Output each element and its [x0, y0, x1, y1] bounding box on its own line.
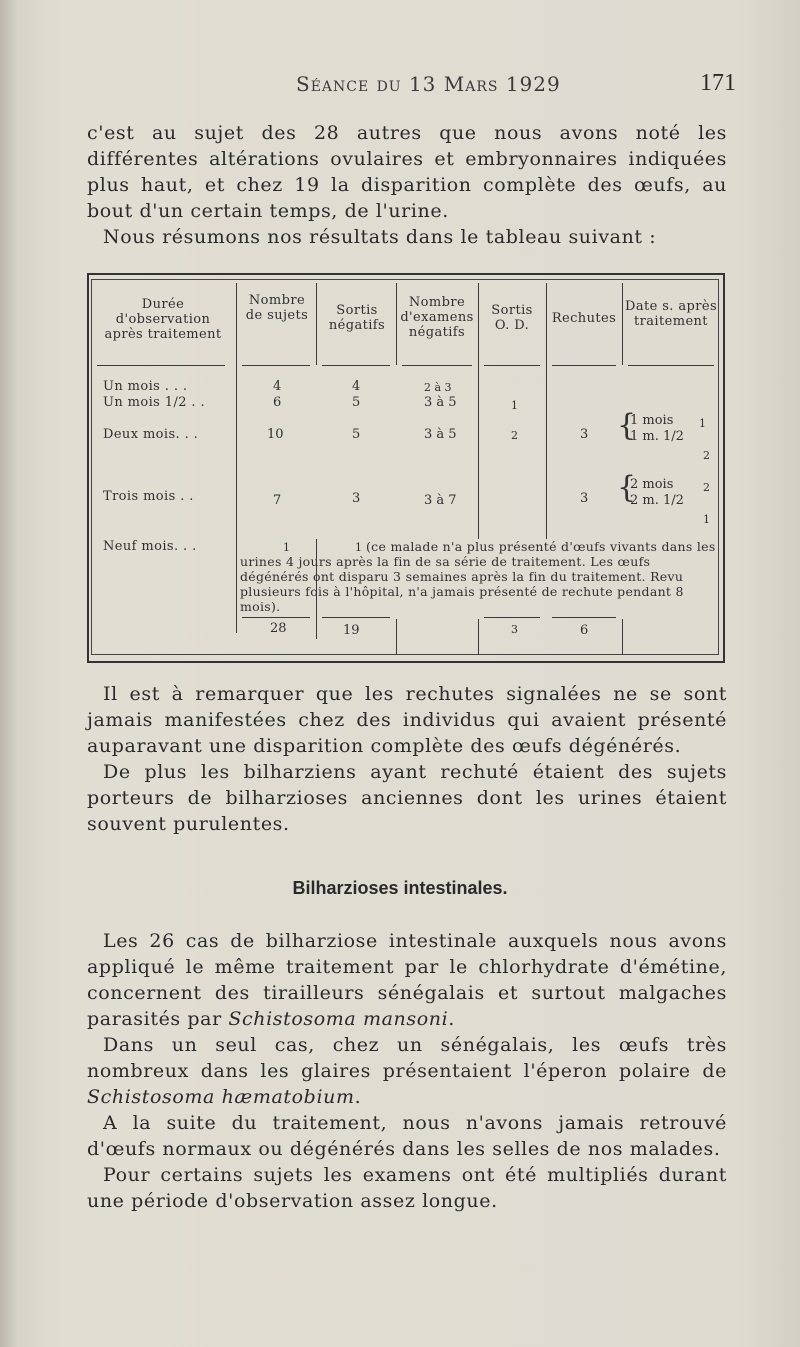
row-label: Un mois 1/2 . . [103, 395, 206, 410]
date-label: 1 m. 1/2 [630, 429, 684, 444]
paragraph-end: . [448, 1008, 455, 1030]
header-rule [484, 365, 540, 366]
neuf-mois-note: (ce malade n'a plus présenté d'œufs vivants dans les urines 4 jours après la fin de sa série de traitement. Les œufs dégénérés ont disparu 3 semaines après la fin du traitement. Revu plusieurs fois à l'hôpital, n'a jamais présenté de rechute pendant 8 mois). [240, 539, 716, 614]
cell-examens: 3 à 5 [424, 395, 457, 410]
total-rule [552, 617, 616, 618]
species-name: Schistosoma hæmatobium [87, 1086, 355, 1108]
paragraph: c'est au sujet des 28 autres que nous avons noté les différentes altérations ovulaires et embryonnaires indiquées plus haut, et chez 19 la disparition complète des œufs, au bout d'un certain temps, de l'urine. [87, 122, 727, 222]
total-sortis: 19 [343, 623, 360, 638]
total-rule [242, 617, 310, 618]
column-divider [622, 283, 623, 365]
date-label: 2 m. 1/2 [630, 493, 684, 508]
cell-sortis: 3 [352, 491, 361, 506]
paragraph: Nous résumons nos résultats dans le tableau suivant : [103, 226, 657, 248]
column-divider [478, 283, 479, 539]
total-rule [484, 617, 540, 618]
section-heading: Bilharzioses intestinales. [292, 878, 508, 898]
section-text [87, 928, 727, 1214]
cell-rechutes: 3 [580, 491, 589, 506]
row-label: Un mois . . . [103, 379, 188, 394]
header-date: Date s. après traitement [625, 299, 718, 329]
header-rule [402, 365, 472, 366]
header-rule [628, 365, 714, 366]
column-divider [236, 283, 237, 633]
cell-rechutes: 3 [580, 427, 589, 442]
header-rechutes: Rechutes [551, 311, 617, 326]
brace-icon: { [617, 470, 637, 505]
column-divider [316, 283, 317, 365]
header-sortis-negatifs: Sortis négatifs [328, 303, 386, 333]
cell-od: 1 [511, 399, 518, 412]
header-rule [97, 365, 225, 366]
cell-nombre: 6 [273, 395, 282, 410]
row-label: Deux mois. . . [103, 427, 199, 442]
header-rule [242, 365, 310, 366]
cell-examens: 2 à 3 [424, 381, 452, 394]
header-sortis-od: Sortis O. D. [491, 303, 533, 333]
paragraph [87, 928, 727, 1032]
date-count: 1 [699, 417, 706, 430]
paragraph: A la suite du traitement, nous n'avons jamais retrouvé d'œufs normaux ou dégénérés dans les selles de nos malades. [87, 1112, 727, 1160]
header-rule [322, 365, 390, 366]
cell-sortis: 4 [352, 379, 361, 394]
paragraph: De plus les bilharziens ayant rechuté étaient des sujets porteurs de bilharzioses anciennes dont les urines étaient souvent purulentes. [87, 761, 727, 835]
total-rechutes: 6 [580, 623, 589, 638]
column-divider [546, 283, 547, 539]
running-title: Séance du 13 Mars 1929 [296, 72, 561, 96]
after-table-text [87, 681, 727, 837]
cell-nombre: 7 [273, 493, 282, 508]
paragraph: Pour certains sujets les examens ont été multipliés durant une période d'observation assez longue. [87, 1164, 727, 1212]
cell-sortis: 5 [352, 395, 361, 410]
cell-nombre: 1 [283, 541, 290, 554]
paragraph-text: Les 26 cas de bilharziose intestinale auxquels nous avons appliqué le même traitement par le chlorhydrate d'émétine, concernent des tirailleurs sénégalais et surtout malgaches parasités par [87, 930, 727, 1030]
total-rule [322, 617, 390, 618]
date-label: 2 mois [630, 477, 674, 492]
paragraph-text: Dans un seul cas, chez un sénégalais, les œufs très nombreux dans les glaires présentaient l'éperon polaire de [87, 1034, 727, 1082]
results-table [87, 273, 723, 661]
cell-examens: 3 à 7 [424, 493, 457, 508]
cell-nombre: 10 [267, 427, 284, 442]
cell-od: 2 [511, 429, 518, 442]
header-nombre: Nombre de sujets [245, 293, 309, 323]
date-count: 1 [703, 513, 710, 526]
cell-sortis: 1 [355, 541, 362, 554]
paragraph-end: . [354, 1086, 362, 1108]
page-number: 171 [700, 70, 736, 96]
column-divider [622, 619, 623, 655]
running-head [0, 72, 800, 102]
header-duree: Durée d'observation après traitement [104, 297, 222, 342]
brace-icon: { [617, 408, 637, 443]
total-nombre: 28 [270, 621, 287, 636]
header-rule [552, 365, 616, 366]
cell-sortis: 5 [352, 427, 361, 442]
paragraph [87, 1032, 727, 1110]
header-examens: Nombre d'examens négatifs [400, 295, 474, 340]
intro-text [87, 120, 727, 250]
row-label: Neuf mois. . . [103, 539, 197, 554]
species-name: Schistosoma mansoni [228, 1008, 449, 1030]
paragraph: Il est à remarquer que les rechutes signalées ne se sont jamais manifestées chez des individus qui avaient présenté auparavant une disparition complète des œufs dégénérés. [87, 683, 727, 757]
date-label: 1 mois [630, 413, 674, 428]
cell-nombre: 4 [273, 379, 282, 394]
column-divider [396, 619, 397, 655]
column-divider [478, 619, 479, 655]
cell-examens: 3 à 5 [424, 427, 457, 442]
date-count: 2 [703, 481, 710, 494]
row-label: Trois mois . . [103, 489, 194, 504]
column-divider [396, 283, 397, 365]
date-count: 2 [703, 449, 710, 462]
total-od: 3 [511, 623, 518, 636]
